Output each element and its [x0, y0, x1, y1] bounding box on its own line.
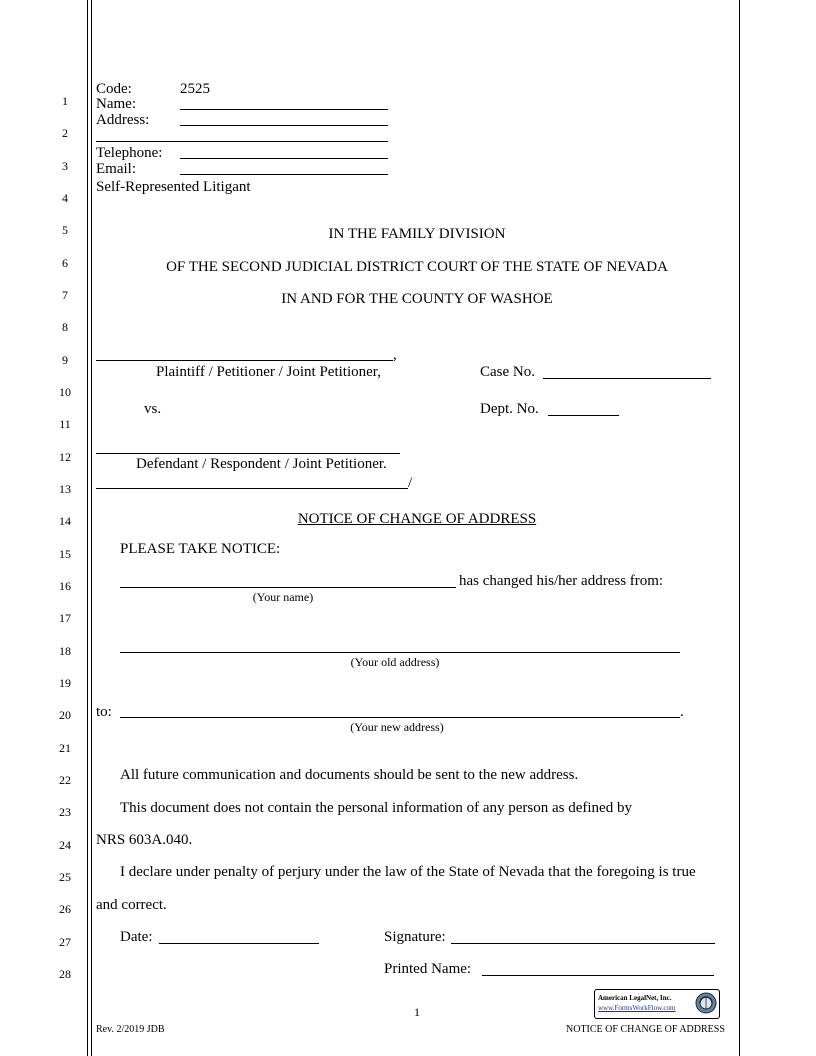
paragraph-perjury-line-1: I declare under penalty of perjury under the law of the State of Nevada that the foregoing is true — [120, 864, 696, 880]
address-input-line-1[interactable] — [180, 125, 388, 126]
line-number: 27 — [59, 935, 71, 949]
caption-bottom-rule — [96, 488, 408, 489]
address-input-line-2[interactable] — [96, 141, 388, 142]
line-number: 25 — [59, 870, 71, 884]
to-label: to: — [96, 704, 112, 720]
document-title: NOTICE OF CHANGE OF ADDRESS — [297, 511, 537, 527]
line-number: 22 — [59, 773, 71, 787]
printed-name-label: Printed Name: — [384, 961, 472, 977]
line-number: 5 — [62, 223, 68, 237]
line-number: 13 — [59, 482, 71, 496]
plaintiff-input-line[interactable] — [96, 360, 393, 361]
name-input-line[interactable] — [180, 109, 388, 110]
telephone-input-line[interactable] — [180, 158, 388, 159]
email-label: Email: — [96, 161, 136, 177]
new-address-caption: (Your new address) — [350, 720, 444, 734]
line-number: 24 — [59, 838, 71, 852]
your-name-caption: (Your name) — [252, 590, 314, 604]
line-number: 16 — [59, 579, 71, 593]
address-label: Address: — [96, 112, 150, 128]
dept-no-label: Dept. No. — [480, 401, 539, 417]
vs-label: vs. — [144, 401, 162, 417]
americanlegalnet-logo — [594, 989, 720, 1019]
date-label: Date: — [120, 929, 153, 945]
right-margin-rule — [739, 0, 740, 1056]
globe-icon — [695, 992, 717, 1014]
line-number: 9 — [62, 353, 68, 367]
paragraph-personal-info-line-2: NRS 603A.040. — [96, 832, 193, 848]
your-name-input-line[interactable] — [120, 587, 456, 588]
telephone-label: Telephone: — [96, 145, 163, 161]
page-number: 1 — [414, 1005, 420, 1019]
line-number: 2 — [62, 126, 68, 140]
line-number: 7 — [62, 288, 68, 302]
caption-comma: , — [393, 347, 397, 363]
court-title-line-3: IN AND FOR THE COUNTY OF WASHOE — [281, 291, 553, 307]
left-margin-rule-inner — [91, 0, 92, 1056]
date-input-line[interactable] — [159, 943, 319, 944]
line-number: 11 — [59, 417, 71, 431]
printed-name-input-line[interactable] — [482, 975, 714, 976]
line-number: 10 — [59, 385, 71, 399]
email-input-line[interactable] — [180, 174, 388, 175]
line-number: 20 — [59, 708, 71, 722]
code-value: 2525 — [180, 81, 210, 97]
new-address-period: . — [680, 704, 684, 720]
footer-form-title: NOTICE OF CHANGE OF ADDRESS — [566, 1024, 725, 1035]
logo-website: www.FormsWorkFlow.com — [598, 1004, 676, 1012]
line-number: 28 — [59, 967, 71, 981]
line-number: 23 — [59, 805, 71, 819]
line-number: 15 — [59, 547, 71, 561]
line-number: 8 — [62, 320, 68, 334]
line-number: 14 — [59, 514, 71, 528]
line-number: 6 — [62, 256, 68, 270]
signature-label: Signature: — [384, 929, 446, 945]
line-number: 4 — [62, 191, 68, 205]
signature-input-line[interactable] — [451, 943, 715, 944]
code-label: Code: — [96, 81, 132, 97]
case-no-input-line[interactable] — [543, 378, 711, 379]
court-title-line-1: IN THE FAMILY DIVISION — [328, 226, 506, 242]
dept-no-input-line[interactable] — [548, 415, 619, 416]
defendant-label: Defendant / Respondent / Joint Petitioner. — [136, 456, 387, 472]
line-number: 3 — [62, 159, 68, 173]
old-address-caption: (Your old address) — [350, 655, 440, 669]
paragraph-perjury-line-2: and correct. — [96, 897, 167, 913]
line-number: 18 — [59, 644, 71, 658]
paragraph-future-communication: All future communication and documents should be sent to the new address. — [120, 767, 579, 783]
court-title-line-2: OF THE SECOND JUDICIAL DISTRICT COURT OF THE STATE OF NEVADA — [166, 259, 668, 275]
please-take-notice: PLEASE TAKE NOTICE: — [120, 541, 281, 557]
plaintiff-label: Plaintiff / Petitioner / Joint Petitioner, — [156, 364, 381, 380]
line-number: 1 — [62, 94, 68, 108]
line-number: 12 — [59, 450, 71, 464]
old-address-input-line[interactable] — [120, 652, 680, 653]
revision-note: Rev. 2/2019 JDB — [96, 1024, 165, 1035]
line-number: 17 — [59, 611, 71, 625]
caption-slash: / — [408, 475, 413, 491]
case-no-label: Case No. — [480, 364, 535, 380]
self-represented-litigant: Self-Represented Litigant — [96, 179, 251, 195]
new-address-input-line[interactable] — [120, 717, 680, 718]
defendant-input-line[interactable] — [96, 453, 400, 454]
name-label: Name: — [96, 96, 136, 112]
left-margin-rule-outer — [87, 0, 88, 1056]
line-number: 19 — [59, 676, 71, 690]
changed-address-text: has changed his/her address from: — [459, 573, 664, 589]
logo-company-name: American LegalNet, Inc. — [598, 994, 672, 1002]
line-number: 26 — [59, 902, 71, 916]
line-number: 21 — [59, 741, 71, 755]
paragraph-personal-info-line-1: This document does not contain the personal information of any person as defined by — [120, 800, 632, 816]
